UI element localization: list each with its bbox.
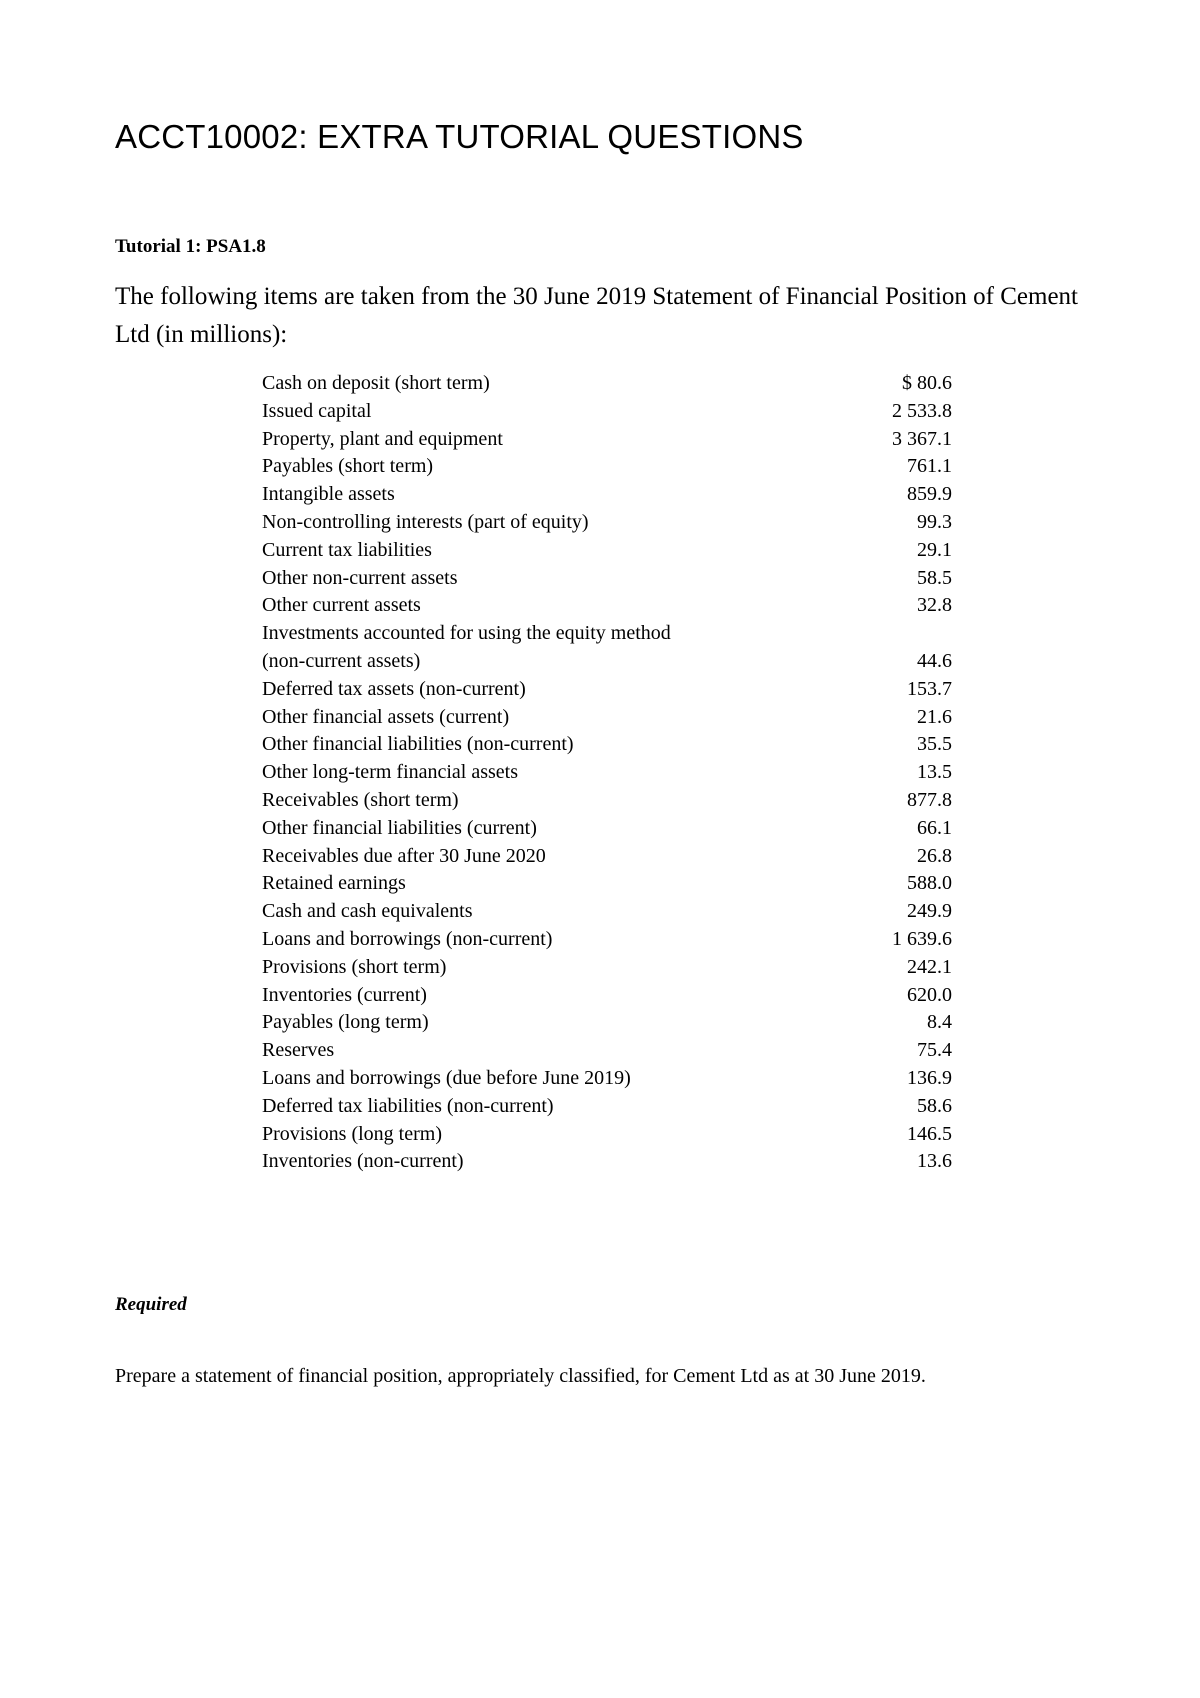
item-row bbox=[262, 453, 952, 481]
item-value: 620.0 bbox=[907, 983, 952, 1006]
item-label: Cash on deposit (short term) bbox=[262, 372, 490, 394]
item-label: Deferred tax assets (non-current) bbox=[262, 677, 526, 700]
item-label: Current tax liabilities bbox=[262, 538, 432, 561]
item-label: Retained earnings bbox=[262, 872, 406, 895]
item-label: Intangible assets bbox=[262, 483, 395, 506]
item-value: 32.8 bbox=[917, 594, 952, 617]
item-row bbox=[262, 1093, 952, 1121]
item-label: Inventories (current) bbox=[262, 983, 427, 1006]
item-label: Other financial assets (current) bbox=[262, 705, 510, 728]
item-row bbox=[262, 1037, 952, 1065]
item-row bbox=[262, 370, 952, 398]
item-value: 859.9 bbox=[907, 483, 952, 506]
item-value: 58.6 bbox=[917, 1094, 952, 1117]
item-row bbox=[262, 565, 952, 593]
item-row bbox=[262, 537, 952, 565]
tutorial-heading: Tutorial 1: PSA1.8 bbox=[115, 236, 266, 257]
document-title: ACCT10002: EXTRA TUTORIAL QUESTIONS bbox=[115, 118, 804, 155]
item-row bbox=[262, 815, 952, 843]
item-row bbox=[262, 982, 952, 1010]
item-label: Inventories (non-current) bbox=[262, 1150, 464, 1173]
item-row bbox=[262, 898, 952, 926]
item-label: Other financial liabilities (current) bbox=[262, 816, 537, 839]
required-heading: Required bbox=[115, 1294, 187, 1315]
item-value: 13.6 bbox=[917, 1150, 952, 1173]
item-value: 35.5 bbox=[917, 733, 952, 756]
item-row bbox=[262, 954, 952, 982]
intro-paragraph: The following items are taken from the 30 June 2019 Statement of Financial Position of Cement Ltd (in millions): bbox=[115, 283, 1079, 348]
item-label: Other non-current assets bbox=[262, 566, 458, 589]
item-value: 761.1 bbox=[907, 455, 952, 478]
item-label: Other current assets bbox=[262, 594, 421, 617]
item-value: 146.5 bbox=[907, 1122, 952, 1145]
item-row bbox=[262, 509, 952, 537]
financial-items-table bbox=[262, 370, 952, 1176]
item-row bbox=[262, 1009, 952, 1037]
item-label: Provisions (long term) bbox=[262, 1122, 442, 1145]
item-row bbox=[262, 731, 952, 759]
item-value: 21.6 bbox=[917, 705, 952, 728]
financial-items-body bbox=[262, 370, 952, 1176]
item-label: Reserves bbox=[262, 1039, 335, 1062]
item-label: Receivables (short term) bbox=[262, 788, 459, 811]
item-value: 153.7 bbox=[907, 677, 952, 700]
item-value: 75.4 bbox=[917, 1039, 952, 1062]
item-row bbox=[262, 398, 952, 426]
item-label: Other long-term financial assets bbox=[262, 761, 519, 784]
item-row bbox=[262, 787, 952, 815]
item-value: $ 80.6 bbox=[902, 372, 952, 394]
item-value: 242.1 bbox=[907, 955, 952, 978]
item-value bbox=[812, 620, 952, 648]
item-label: (non-current assets) bbox=[262, 649, 421, 672]
item-value: 26.8 bbox=[917, 844, 952, 867]
item-value: 29.1 bbox=[917, 538, 952, 561]
item-label: Investments accounted for using the equity method bbox=[262, 622, 671, 645]
item-row bbox=[262, 704, 952, 732]
item-value: 8.4 bbox=[927, 1011, 952, 1034]
item-value: 249.9 bbox=[907, 900, 952, 923]
item-label: Non-controlling interests (part of equity) bbox=[262, 510, 589, 533]
item-label: Loans and borrowings (due before June 2019) bbox=[262, 1066, 631, 1089]
task-paragraph: Prepare a statement of financial position, appropriately classified, for Cement Ltd as at 30 June 2019. bbox=[115, 1365, 926, 1387]
item-row bbox=[262, 843, 952, 871]
item-row bbox=[262, 676, 952, 704]
item-label: Provisions (short term) bbox=[262, 955, 447, 978]
item-label: Issued capital bbox=[262, 399, 372, 422]
item-value: 136.9 bbox=[907, 1066, 952, 1089]
item-label: Payables (long term) bbox=[262, 1011, 429, 1034]
item-row bbox=[262, 426, 952, 454]
item-value: 99.3 bbox=[917, 510, 952, 533]
item-value: 3 367.1 bbox=[892, 427, 952, 450]
item-row bbox=[262, 926, 952, 954]
item-value: 58.5 bbox=[917, 566, 952, 589]
item-value: 66.1 bbox=[917, 816, 952, 839]
item-label: Cash and cash equivalents bbox=[262, 900, 473, 923]
item-label: Receivables due after 30 June 2020 bbox=[262, 844, 546, 867]
item-row bbox=[262, 870, 952, 898]
item-label: Other financial liabilities (non-current) bbox=[262, 733, 574, 756]
item-row bbox=[262, 592, 952, 620]
item-row bbox=[262, 481, 952, 509]
item-value: 588.0 bbox=[907, 872, 952, 895]
item-row bbox=[262, 759, 952, 787]
item-value: 2 533.8 bbox=[892, 399, 952, 422]
item-value: 13.5 bbox=[917, 761, 952, 784]
item-value: 44.6 bbox=[917, 649, 952, 672]
item-row bbox=[262, 620, 952, 648]
item-label: Property, plant and equipment bbox=[262, 427, 503, 450]
item-label: Payables (short term) bbox=[262, 455, 434, 478]
item-row bbox=[262, 1121, 952, 1149]
item-row bbox=[262, 648, 952, 676]
item-row bbox=[262, 1148, 952, 1176]
item-value: 877.8 bbox=[907, 788, 952, 811]
item-value: 1 639.6 bbox=[892, 927, 952, 950]
item-label: Loans and borrowings (non-current) bbox=[262, 927, 553, 950]
item-row bbox=[262, 1065, 952, 1093]
item-label: Deferred tax liabilities (non-current) bbox=[262, 1094, 554, 1117]
